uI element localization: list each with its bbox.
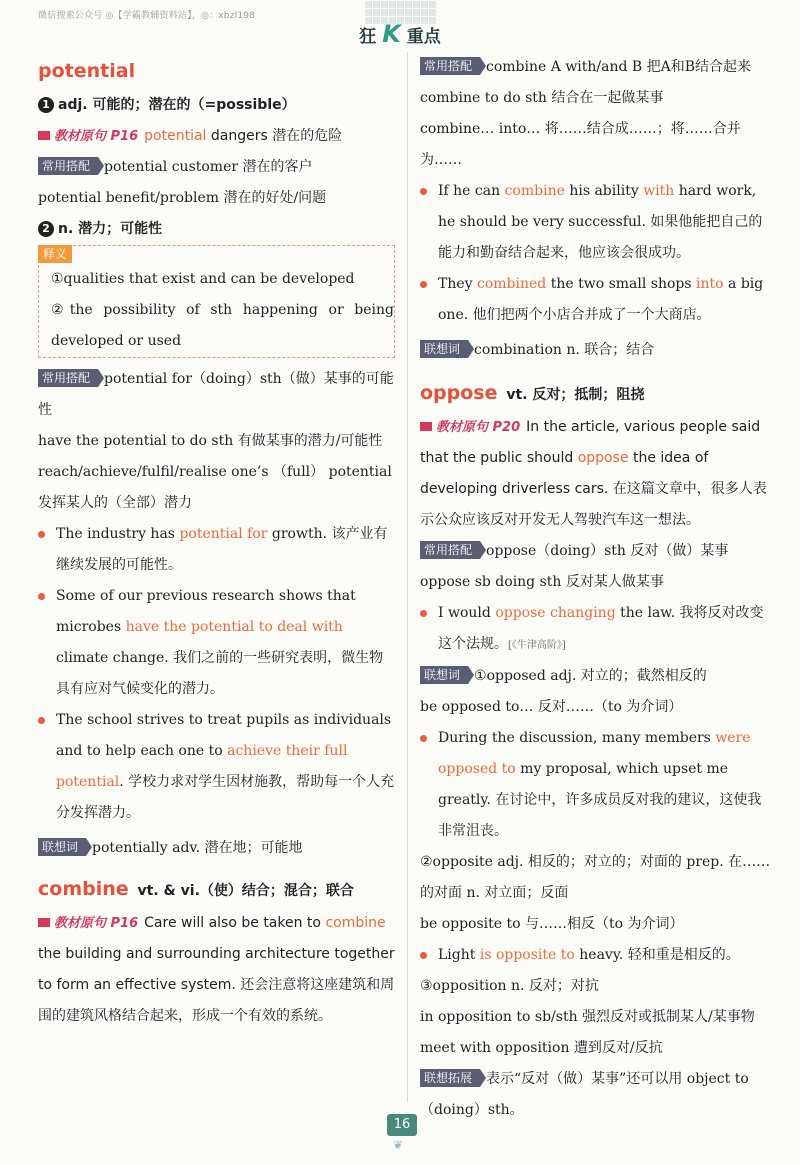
sense-2: 2 n. 潜力；可能性: [38, 214, 395, 245]
page-number: 16: [387, 1114, 417, 1136]
associated-word-1: 联想词 potentially adv. 潜在地；可能地: [38, 833, 395, 864]
collocation-3: 常用搭配 combine A with/and B 把A和B结合起来: [420, 52, 775, 83]
example-2: Some of our previous research shows that microbes have the potential to deal with climate change. 我们之前的一些研究表明，微生物具有应对气候变化的潜力。: [38, 581, 395, 705]
line-benefit-problem: potential benefit/problem 潜在的好处/问题: [38, 190, 327, 206]
example-5: They combined the two small shops into a big one. 他们把两个小店合并成了一个大商店。: [420, 269, 775, 331]
collocation-1: 常用搭配 potential customer 潜在的客户: [38, 152, 395, 183]
associated-word-2: 联想词 combination n. 联合；结合: [420, 335, 775, 366]
brand-logo: [340, 0, 460, 50]
line-opposition: ③opposition n. 反对；对抗: [420, 978, 599, 994]
line-meet-with: meet with opposition 遭到反对/反抗: [420, 1040, 663, 1056]
textbook-sentence-2: 教材原句 P16 Care will also be taken to combine the building and surrounding architecture together to form an effective system. 还会注意将这座建筑和周围的建筑风格结合起来，形成一个有效的系统。: [38, 915, 395, 1024]
example-6: I would oppose changing the law. 我将反对改变这个法规。[《牛津高阶》]: [420, 598, 775, 661]
line-oppose-sb: oppose sb doing sth 反对某人做某事: [420, 574, 664, 590]
entry-headword-oppose: oppose: [420, 382, 498, 404]
entry-oppose: oppose vt. 反对；抵制；阻挠: [420, 382, 645, 404]
book-icon: [420, 422, 432, 431]
watermark-text: 微信搜索公众号 ◎【学霸教辅资料站】，◎：xbzl198: [38, 11, 256, 21]
logo-text: 狂 K 重点: [359, 20, 441, 48]
sense-1: 1 adj. 可能的；潜在的（=possible）: [38, 90, 395, 121]
column-divider: [407, 52, 408, 1102]
line-combine-to-do: combine to do sth 结合在一起做某事: [420, 90, 664, 106]
page-header: [0, 0, 800, 50]
definition-1: ①qualities that exist and can be developed: [51, 271, 355, 287]
right-column: [420, 52, 775, 1126]
definition-label: 释义: [38, 245, 72, 263]
book-icon: [38, 131, 50, 140]
line-in-opposition: in opposition to sb/sth 强烈反对或抵制某人/某事物: [420, 1009, 755, 1025]
definition-2: ②the possibility of sth happening or being developed or used: [51, 302, 394, 349]
extension-note: 联想拓展 表示“反对（做）某事”还可以用 object to（doing）sth。: [420, 1071, 749, 1118]
textbook-sentence-3: 教材原句 P20 In the article, various people said that the public should oppose the idea of developing driverless cars. 在这篇文章中，很多人表示公众应该反对开发无人驾驶汽车这一想法。: [420, 419, 767, 528]
book-icon: [38, 918, 50, 927]
associated-word-3: 联想词 ①opposed adj. 对立的；截然相反的: [420, 661, 775, 692]
left-column: [38, 52, 395, 1032]
line-have-potential: have the potential to do sth 有做某事的潜力/可能性: [38, 433, 383, 449]
line-combine-into: combine… into… 将……结合成……；将……合并为……: [420, 121, 741, 168]
line-be-opposite: be opposite to 与……相反（to 为介词）: [420, 916, 684, 932]
entry-combine: combine vt. & vi.（使）结合；混合；联合: [38, 878, 354, 900]
textbook-sentence: 教材原句 P16 potential dangers 潜在的危险: [38, 121, 395, 152]
example-1: The industry has potential for growth. 该产业有继续发展的可能性。: [38, 519, 395, 581]
collocation-2: 常用搭配 potential for（doing）sth（做）某事的可能性: [38, 371, 394, 418]
line-be-opposed: be opposed to… 反对……（to 为介词）: [420, 699, 683, 715]
example-8: Light is opposite to heavy. 轻和重是相反的。: [420, 940, 775, 971]
line-opposite: ②opposite adj. 相反的；对立的；对面的 prep. 在……的对面 n. 对立面；反面: [420, 854, 771, 901]
bird-icon: ❦: [393, 1138, 404, 1152]
entry-headword-potential: potential: [38, 60, 136, 82]
example-4: If he can combine his ability with hard work, he should be very successful. 如果他能把自己的能力和勤奋结合起来，他应该会很成功。: [420, 176, 775, 269]
definition-box: [38, 245, 395, 358]
entry-headword-combine: combine: [38, 878, 129, 900]
example-3: The school strives to treat pupils as individuals and to help each one to achieve their full potential. 学校力求对学生因材施教，帮助每一个人充分发挥潜力。: [38, 705, 395, 829]
line-reach-potential: reach/achieve/fulfil/realise one’s （full） potential 发挥某人的（全部）潜力: [38, 464, 392, 511]
example-7: During the discussion, many members were opposed to my proposal, which upset me greatly. 在讨论中，许多成员反对我的建议，这使我非常沮丧。: [420, 723, 775, 847]
collocation-4: 常用搭配 oppose（doing）sth 反对（做）某事: [420, 536, 775, 567]
